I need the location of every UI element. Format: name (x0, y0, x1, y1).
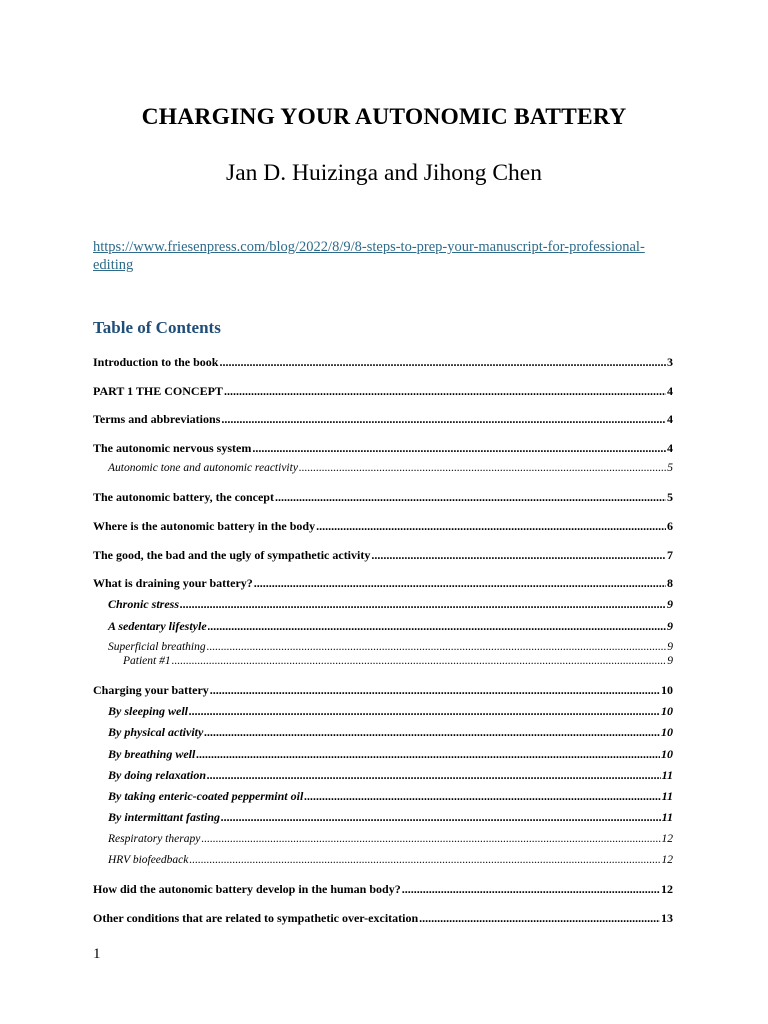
toc-entry[interactable]: Chronic stress ..... 9 (93, 596, 673, 613)
document-title: CHARGING YOUR AUTONOMIC BATTERY (141, 104, 627, 130)
reference-link[interactable]: https://www.friesenpress.com/blog/2022/8/9/8-steps-to-prep-your-manuscript-for-professional-editing (93, 239, 645, 273)
toc-entry[interactable]: Patient #1 ..... 9 (93, 653, 673, 670)
document-authors: Jan D. Huizinga and Jihong Chen (226, 160, 542, 186)
page-number: 1 (93, 946, 101, 962)
toc-entry[interactable]: What is draining your battery? ..... 8 (93, 575, 673, 592)
toc-heading: Table of Contents (93, 318, 221, 337)
toc-entry[interactable]: By taking enteric-coated peppermint oil ..... 11 (93, 788, 673, 805)
toc-entry[interactable]: A sedentary lifestyle ..... 9 (93, 618, 673, 635)
toc-entry[interactable]: Autonomic tone and autonomic reactivity ..... 5 (93, 460, 673, 477)
toc-entry[interactable]: Other conditions that are related to sympathetic over-excitation ..... 13 (93, 910, 673, 927)
toc-entry[interactable]: Terms and abbreviations ..... 4 (93, 411, 673, 428)
toc-entry[interactable]: By breathing well ..... 10 (93, 746, 673, 763)
toc-entry[interactable]: By physical activity ..... 10 (93, 724, 673, 741)
toc-entry[interactable]: PART 1 THE CONCEPT ..... 4 (93, 383, 673, 400)
toc-entry[interactable]: Introduction to the book ..... 3 (93, 354, 673, 371)
toc-entry[interactable]: By sleeping well ..... 10 (93, 703, 673, 720)
toc-entry[interactable]: How did the autonomic battery develop in the human body? ..... 12 (93, 881, 673, 898)
toc-entry[interactable]: The autonomic nervous system ..... 4 (93, 440, 673, 457)
toc-entry[interactable]: Charging your battery ..... 10 (93, 682, 673, 699)
toc-entry[interactable]: The good, the bad and the ugly of sympathetic activity ..... 7 (93, 547, 673, 564)
toc-entry[interactable]: Respiratory therapy ..... 12 (93, 831, 673, 848)
toc-entry[interactable]: Where is the autonomic battery in the body ..... 6 (93, 518, 673, 535)
toc-entry[interactable]: By doing relaxation ..... 11 (93, 767, 673, 784)
toc-entry[interactable]: Superficial breathing ..... 9 (93, 639, 673, 656)
toc-entry[interactable]: By intermittant fasting ..... 11 (93, 809, 673, 826)
toc-entry[interactable]: The autonomic battery, the concept ..... 5 (93, 489, 673, 506)
toc-entry[interactable]: HRV biofeedback ..... 12 (93, 852, 673, 869)
